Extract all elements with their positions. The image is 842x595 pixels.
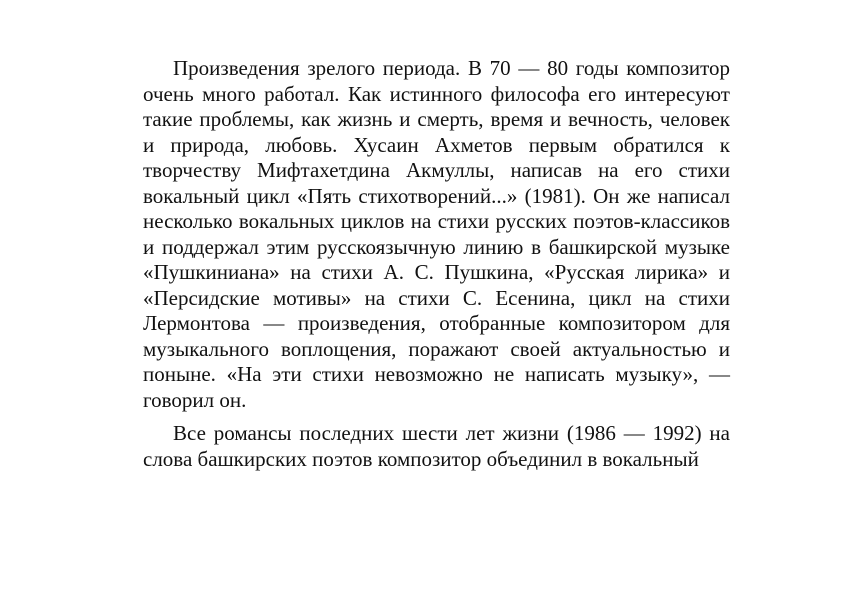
paragraph-mature-period: Произведения зрелого периода. В 70 — 80 годы композитор очень много работал. Как истинного философа его интересуют такие проблемы, как жизнь и смерть, время и вечность, человек и природа, любовь. Хусаин Ахметов первым обратился к творчеству Мифтахетдина Акмуллы, написав на его стихи вокальный цикл «Пять стихотворений...» (1981). Он же написал несколько вокальных циклов на стихи русских поэтов-классиков и поддержал этим русскоязычную линию в башкирской музыке «Пушкиниана» на стихи А. С. Пушкина, «Русская лирика» и «Персидские мотивы» на стихи С. Есенина, цикл на стихи Лермонтова — произведения, отобранные композитором для музыкального воплощения, поражают своей актуальностью и поныне. «На эти стихи невозможно не написать музыку», — говорил он. (143, 56, 730, 412)
paragraph-romances: Все романсы последних шести лет жизни (1986 — 1992) на слова башкирских поэтов композитор объединил в вокальный (143, 421, 730, 471)
document-body (143, 56, 730, 472)
